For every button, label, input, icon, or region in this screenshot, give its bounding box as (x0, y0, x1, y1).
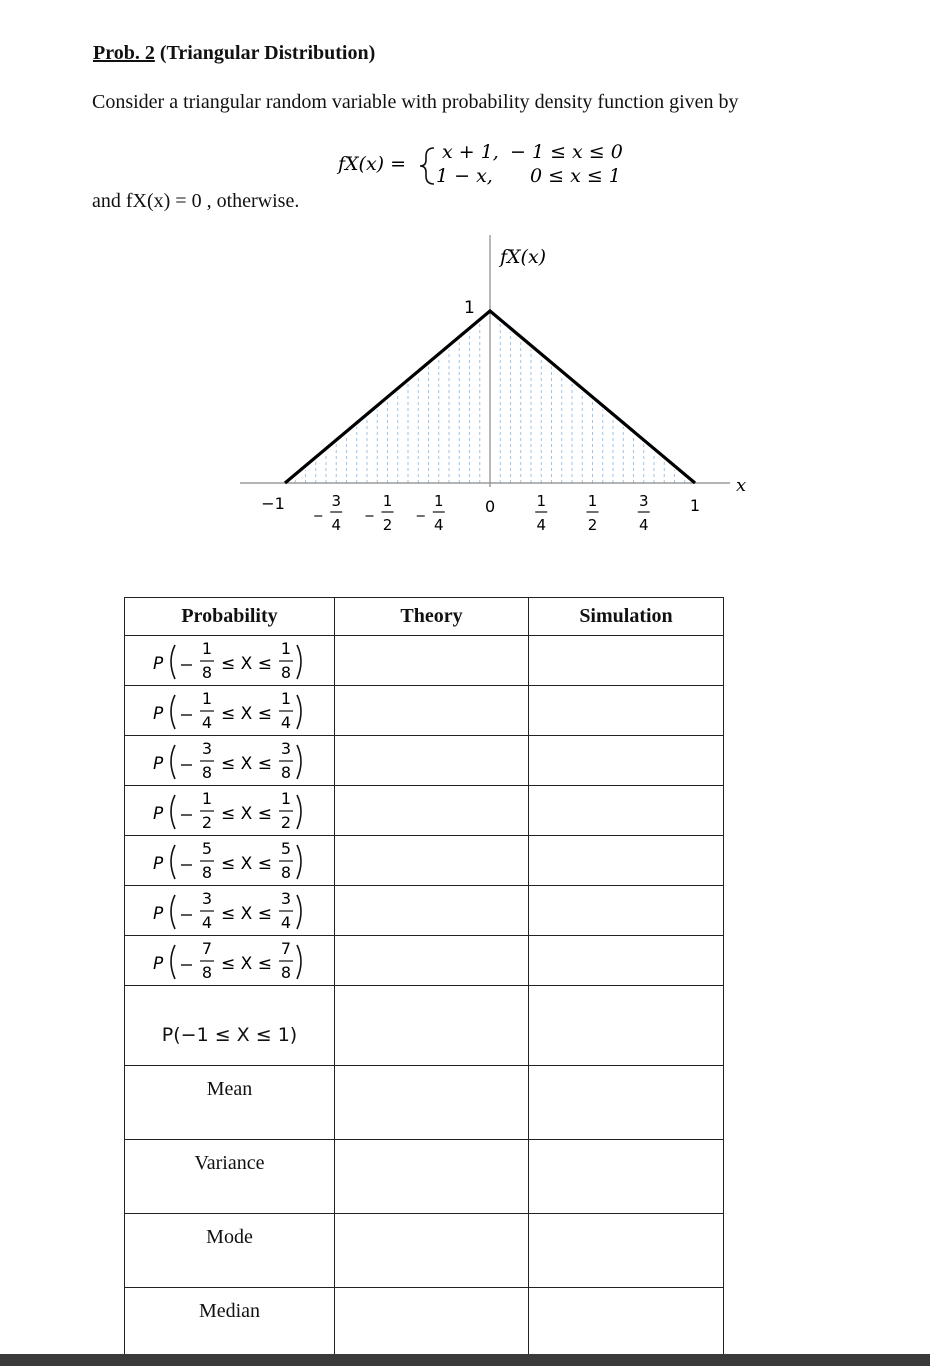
table-row (125, 1214, 724, 1288)
paren-right (297, 945, 301, 979)
numerator-right: 3 (280, 738, 292, 758)
tick-numerator: 3 (331, 492, 342, 510)
stat-label: Median (125, 1288, 335, 1362)
problem-title-text: (Triangular Distribution) (159, 42, 376, 64)
paren-right (297, 895, 301, 929)
simulation-cell[interactable] (529, 736, 724, 786)
interval-math (147, 837, 327, 885)
theory-cell[interactable] (335, 1066, 529, 1140)
case-cond-2: 0 ≤ x ≤ 1 (530, 165, 621, 187)
paren-right (297, 845, 301, 879)
numerator-left: 3 (201, 738, 213, 758)
table-row (125, 636, 724, 686)
denominator-left: 8 (201, 962, 213, 982)
tick-denominator: 4 (331, 516, 342, 534)
interval-math (147, 937, 327, 985)
probability-expression (125, 736, 335, 786)
tick-labels (261, 492, 700, 534)
table-header-row (125, 598, 724, 636)
math-P: P (153, 703, 164, 724)
table-row (125, 1288, 724, 1362)
simulation-cell[interactable] (529, 686, 724, 736)
table-row (125, 836, 724, 886)
tick-label (587, 492, 599, 534)
probability-expression (125, 636, 335, 686)
tick-denominator: 4 (433, 516, 444, 534)
math-P: P (153, 753, 164, 774)
denominator-right: 4 (280, 712, 292, 732)
simulation-cell[interactable] (529, 836, 724, 886)
numerator-left: 3 (201, 888, 213, 908)
paren-right (297, 795, 301, 829)
paren-left (171, 745, 175, 779)
tick-label (638, 492, 650, 534)
paren-left (171, 695, 175, 729)
probability-expression (125, 836, 335, 886)
theory-cell[interactable] (335, 736, 529, 786)
numerator-right: 5 (280, 838, 292, 858)
denominator-left: 8 (201, 862, 213, 882)
tick-numerator: 1 (433, 492, 444, 510)
tick-label (366, 492, 394, 534)
probability-expression (125, 886, 335, 936)
theory-cell[interactable] (335, 686, 529, 736)
table-row (125, 886, 724, 936)
table-row (125, 986, 724, 1066)
theory-cell[interactable] (335, 786, 529, 836)
numerator-left: 1 (201, 788, 213, 808)
table-row (125, 1140, 724, 1214)
pdf-graph (230, 225, 770, 545)
theory-cell[interactable] (335, 1140, 529, 1214)
simulation-cell[interactable] (529, 936, 724, 986)
table-row (125, 936, 724, 986)
header-theory: Theory (335, 598, 529, 636)
theory-cell[interactable] (335, 836, 529, 886)
case-cond-1: − 1 ≤ x ≤ 0 (510, 141, 623, 163)
table-row (125, 736, 724, 786)
paren-left (171, 795, 175, 829)
denominator-right: 8 (280, 762, 292, 782)
inequality-text: ≤ X ≤ (221, 953, 272, 974)
theory-cell[interactable] (335, 636, 529, 686)
theory-cell[interactable] (335, 1214, 529, 1288)
numerator-left: 1 (201, 688, 213, 708)
numerator-right: 1 (280, 638, 292, 658)
inequality-text: ≤ X ≤ (221, 703, 272, 724)
peak-label: 1 (464, 298, 475, 318)
case-expr-1: x + 1, (442, 141, 499, 163)
tick-label (535, 492, 547, 534)
denominator-left: 4 (201, 912, 213, 932)
math-P: P (153, 903, 164, 924)
y-axis-label: fX(x) (500, 246, 547, 268)
denominator-left: 4 (201, 712, 213, 732)
tick-denominator: 2 (587, 516, 598, 534)
interval-math (147, 737, 327, 785)
case-expr-2: 1 − x, (436, 165, 493, 187)
simulation-cell[interactable] (529, 1288, 724, 1362)
denominator-right: 8 (280, 962, 292, 982)
intro-text: Consider a triangular random variable with probability density function given by (92, 91, 739, 113)
probability-expression (125, 936, 335, 986)
denominator-left: 8 (201, 662, 213, 682)
pdf-lhs: fX(x) = (338, 153, 407, 175)
origin-label: 0 (485, 497, 496, 516)
interval-math (147, 687, 327, 735)
math-P: P (153, 653, 164, 674)
denominator-left: 2 (201, 812, 213, 832)
tick-denominator: 4 (638, 516, 649, 534)
simulation-cell[interactable] (529, 886, 724, 936)
header-simulation: Simulation (529, 598, 724, 636)
probability-expression (125, 786, 335, 836)
tick-label (314, 492, 342, 534)
numerator-left: 5 (201, 838, 213, 858)
inequality-text: ≤ X ≤ (221, 903, 272, 924)
denominator-right: 4 (280, 912, 292, 932)
problem-title (93, 42, 375, 65)
inequality-text: ≤ X ≤ (221, 803, 272, 824)
stat-label: Variance (125, 1140, 335, 1214)
table-row (125, 786, 724, 836)
tick-label (417, 492, 445, 534)
paren-left (171, 945, 175, 979)
simulation-cell[interactable] (529, 636, 724, 686)
paren-right (297, 645, 301, 679)
denominator-right: 2 (280, 812, 292, 832)
simulation-cell[interactable] (529, 1066, 724, 1140)
theory-cell[interactable] (335, 886, 529, 936)
bottom-bar (0, 1354, 930, 1366)
table-row (125, 686, 724, 736)
numerator-left: 7 (201, 938, 213, 958)
simulation-cell[interactable] (529, 986, 724, 1066)
numerator-right: 3 (280, 888, 292, 908)
paren-left (171, 845, 175, 879)
tick-denominator: 4 (536, 516, 547, 534)
tick-numerator: 1 (382, 492, 393, 510)
probability-expression (125, 686, 335, 736)
tick-label: 1 (689, 496, 701, 515)
probability-table (124, 597, 724, 1362)
simulation-cell[interactable] (529, 1140, 724, 1214)
tick-numerator: 3 (638, 492, 649, 510)
theory-cell[interactable] (335, 936, 529, 986)
otherwise-text: and fX(x) = 0 , otherwise. (92, 190, 300, 212)
math-P: P (153, 803, 164, 824)
cases-brace (420, 148, 434, 184)
denominator-right: 8 (280, 862, 292, 882)
numerator-right: 1 (280, 688, 292, 708)
header-probability: Probability (125, 598, 335, 636)
denominator-left: 8 (201, 762, 213, 782)
denominator-right: 8 (280, 662, 292, 682)
stat-label: Mode (125, 1214, 335, 1288)
pdf-formula (330, 134, 640, 194)
inequality-text: ≤ X ≤ (221, 753, 272, 774)
paren-left (171, 645, 175, 679)
tick-denominator: 2 (382, 516, 393, 534)
simulation-cell[interactable] (529, 1214, 724, 1288)
tick-numerator: 1 (536, 492, 547, 510)
theory-cell[interactable] (335, 1288, 529, 1362)
full-range-label: P(−1 ≤ X ≤ 1) (125, 986, 335, 1066)
numerator-right: 1 (280, 788, 292, 808)
numerator-right: 7 (280, 938, 292, 958)
paren-right (297, 695, 301, 729)
x-axis-label: x (736, 475, 747, 496)
interval-math (147, 637, 327, 685)
inequality-text: ≤ X ≤ (221, 853, 272, 874)
theory-cell[interactable] (335, 986, 529, 1066)
paren-right (297, 745, 301, 779)
inequality-text: ≤ X ≤ (221, 653, 272, 674)
tick-label: −1 (261, 494, 285, 513)
interval-math (147, 787, 327, 835)
tick-numerator: 1 (587, 492, 598, 510)
problem-label: Prob. 2 (93, 42, 155, 64)
math-P: P (153, 853, 164, 874)
table-row (125, 1066, 724, 1140)
paren-left (171, 895, 175, 929)
math-P: P (153, 953, 164, 974)
simulation-cell[interactable] (529, 786, 724, 836)
interval-math (147, 887, 327, 935)
numerator-left: 1 (201, 638, 213, 658)
stat-label: Mean (125, 1066, 335, 1140)
